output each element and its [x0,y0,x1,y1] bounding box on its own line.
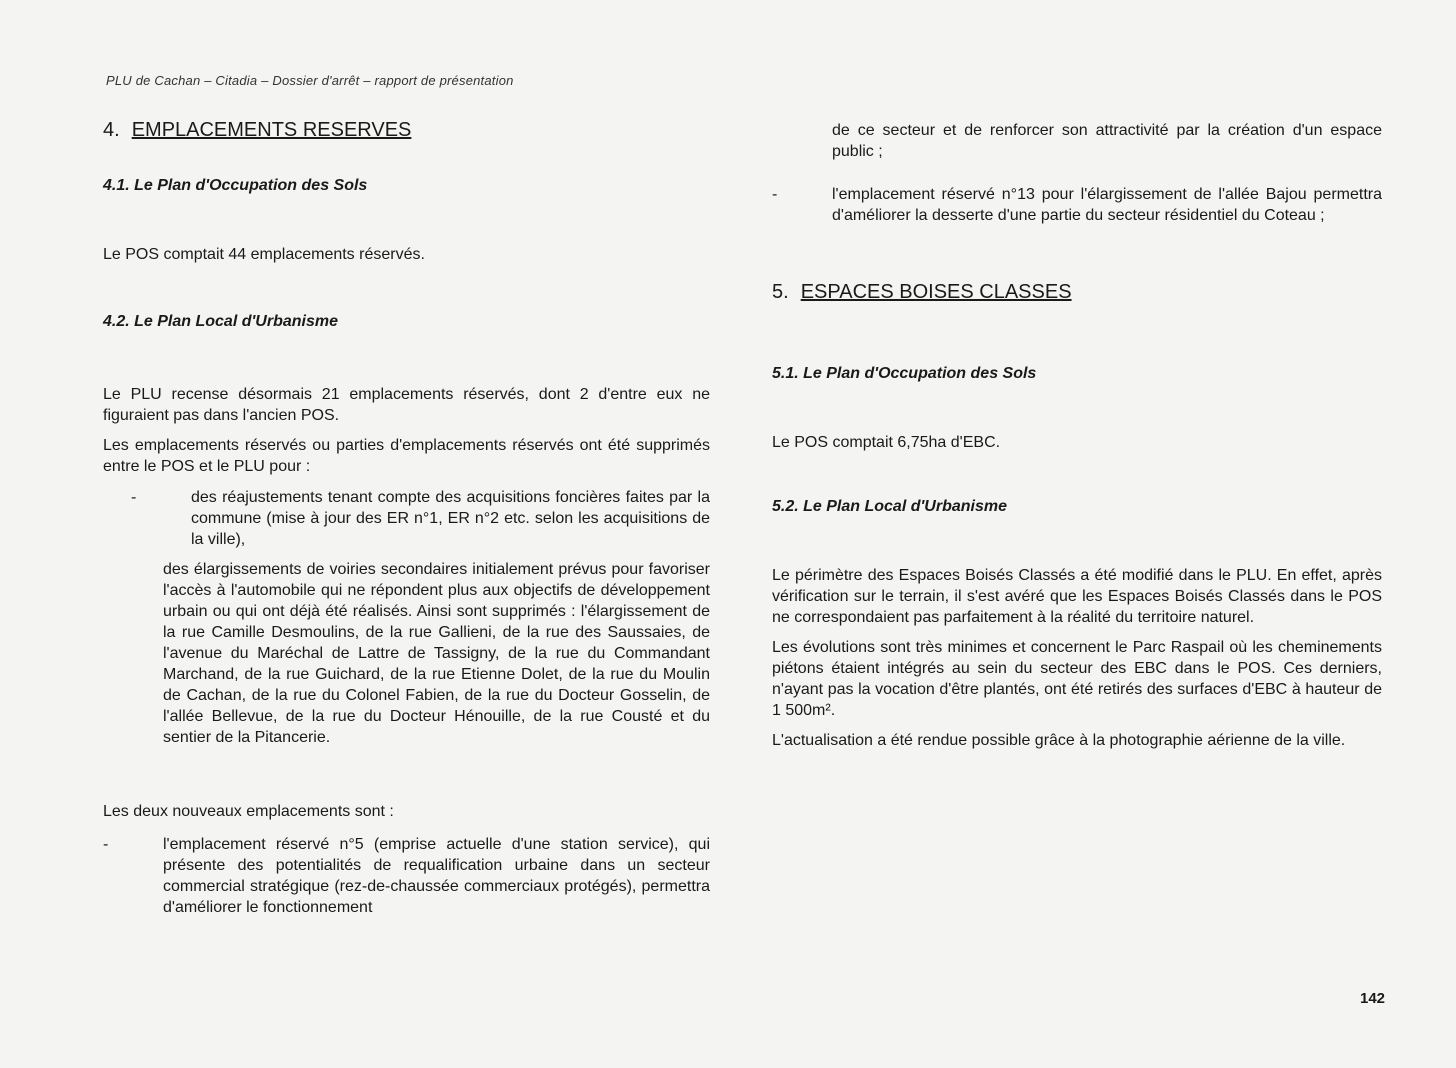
paragraph: Le POS comptait 6,75ha d'EBC. [772,434,1001,451]
section-number: 4. [103,119,120,141]
bullet-mark: - [131,489,137,506]
bullet-mark: - [772,186,778,203]
list-item [103,487,710,550]
list-item-continuation: de ce secteur et de renforcer son attractivité par la création d'un espace public ; [832,122,1382,160]
subsection-5-2-heading: 5.2. Le Plan Local d'Urbanisme [772,498,1007,515]
list-item-text: l'emplacement réservé n°13 pour l'élargissement de l'allée Bajou permettra d'améliorer la desserte d'une partie du secteur résidentiel du Coteau ; [832,186,1382,224]
section-title: ESPACES BOISES CLASSES [800,281,1072,303]
paragraph: Le périmètre des Espaces Boisés Classés a été modifié dans le PLU. En effet, après vérification sur le terrain, il s'est avéré que les Espaces Boisés Classés dans le POS ne correspondaient pas parfaitement à la réalité du territoire naturel. [772,567,1382,626]
paragraph: Le PLU recense désormais 21 emplacements réservés, dont 2 d'entre eux ne figuraient pas dans l'ancien POS. [103,386,710,424]
subsection-4-1-heading: 4.1. Le Plan d'Occupation des Sols [103,177,368,194]
list-item-text: des réajustements tenant compte des acquisitions foncières faites par la commune (mise à jour des ER n°1, ER n°2 etc. selon les acquisitions de la ville), [191,489,710,548]
page-number: 142 [1360,990,1386,1007]
section-4-heading [103,120,710,141]
paragraph: Les évolutions sont très minimes et concernent le Parc Raspail où les cheminements piétons étaient intégrés au sein du secteur des EBC dans le POS. Ces derniers, n'ayant pas la vocation d'être plantés, ont été retirés des surfaces d'EBC à hauteur de 1 500m². [772,639,1382,719]
paragraph: Les deux nouveaux emplacements sont : [103,803,394,820]
paragraph: Les emplacements réservés ou parties d'emplacements réservés ont été supprimés entre le POS et le PLU pour : [103,437,710,475]
section-5-heading [772,282,1382,303]
list-item [772,184,1382,226]
paragraph: Le POS comptait 44 emplacements réservés. [103,246,425,263]
section-number: 5. [772,281,789,303]
subsection-5-1-heading: 5.1. Le Plan d'Occupation des Sols [772,365,1037,382]
right-column [772,120,1382,751]
subsection-4-2-heading: 4.2. Le Plan Local d'Urbanisme [103,313,338,330]
running-header: PLU de Cachan – Citadia – Dossier d'arrêt – rapport de présentation [106,73,514,88]
list-item-continuation: des élargissements de voiries secondaires initialement prévus pour favoriser l'accès à l'automobile qui ne répondent plus aux objectifs de développement urbain ou qui ont déjà été réalisés. Ainsi sont supprimés : l'élargissement de la rue Camille Desmoulins, de la rue Gallieni, de la rue des Saussaies, de l'avenue du Maréchal de Lattre de Tassigny, de la rue du Commandant Marchand, de la rue Guichard, de la rue Etienne Dolet, de la rue du Moulin de Cachan, de la rue du Colonel Fabien, de la rue du Docteur Gosselin, de l'allée Bellevue, de la rue du Docteur Hénouille, de la rue Cousté et du sentier de la Pitancerie. [163,561,710,746]
paragraph: L'actualisation a été rendue possible grâce à la photographie aérienne de la ville. [772,732,1346,749]
list-item-text: l'emplacement réservé n°5 (emprise actuelle d'une station service), qui présente des potentialités de requalification urbaine dans un secteur commercial stratégique (rez-de-chaussée commerciaux protégés), permettra d'améliorer le fonctionnement [163,836,710,916]
bullet-mark: - [103,836,109,853]
section-title: EMPLACEMENTS RESERVES [131,119,412,141]
left-column [103,120,710,918]
list-item [103,834,710,918]
